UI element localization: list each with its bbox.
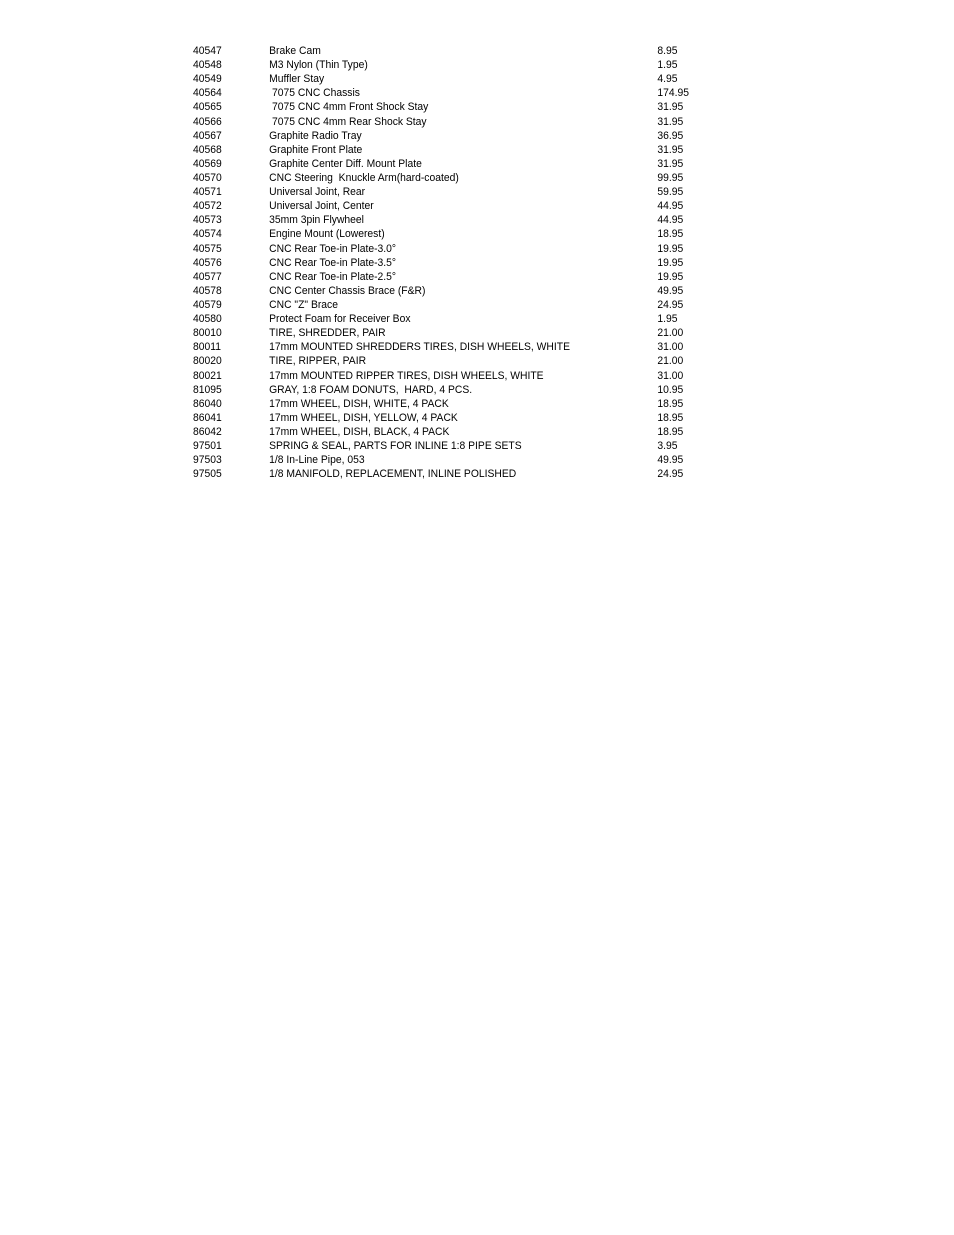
part-description: Graphite Front Plate: [269, 143, 363, 156]
price-list-row: [193, 58, 682, 72]
part-price: 1.95: [657, 59, 678, 72]
part-description: 17mm WHEEL, DISH, WHITE, 4 PACK: [269, 397, 449, 410]
part-price: 44.95: [657, 214, 684, 227]
price-list-row: [193, 312, 682, 326]
part-description: Graphite Center Diff. Mount Plate: [269, 157, 422, 170]
part-price: 21.00: [657, 355, 684, 368]
part-description: 35mm 3pin Flywheel: [269, 214, 364, 227]
part-price: 24.95: [657, 468, 684, 481]
part-number: 97503: [193, 454, 222, 467]
part-number: 40577: [193, 270, 222, 283]
part-price: 49.95: [657, 284, 684, 297]
part-number: 40570: [193, 171, 222, 184]
part-number: 80021: [193, 369, 222, 382]
part-number: 86041: [193, 411, 222, 424]
part-price: 99.95: [657, 171, 684, 184]
part-price: 8.95: [657, 45, 678, 57]
part-price: 31.95: [657, 115, 684, 128]
price-list-row: [193, 171, 682, 185]
part-price: 31.00: [657, 369, 684, 382]
price-list-row: [193, 298, 682, 312]
part-price: 24.95: [657, 298, 684, 311]
part-price: 19.95: [657, 270, 684, 283]
price-list-row: [193, 397, 682, 411]
part-number: 80020: [193, 355, 222, 368]
part-number: 40576: [193, 256, 222, 269]
part-price: 10.95: [657, 383, 684, 396]
price-list-row: [193, 199, 682, 213]
part-number: 40547: [193, 45, 222, 57]
part-number: 40569: [193, 157, 222, 170]
part-description: 7075 CNC 4mm Rear Shock Stay: [269, 115, 427, 128]
part-description: Protect Foam for Receiver Box: [269, 313, 411, 326]
part-number: 40566: [193, 115, 222, 128]
part-description: TIRE, RIPPER, PAIR: [269, 355, 367, 368]
part-description: CNC Rear Toe-in Plate-2.5°: [269, 270, 397, 283]
price-list-row: [193, 340, 682, 354]
part-description: CNC "Z" Brace: [269, 298, 338, 311]
part-number: 40572: [193, 200, 222, 213]
part-price: 36.95: [657, 129, 684, 142]
price-list-row: [193, 143, 682, 157]
price-list-row: [193, 284, 682, 298]
part-description: 17mm WHEEL, DISH, BLACK, 4 PACK: [269, 425, 450, 438]
part-description: Universal Joint, Center: [269, 200, 374, 213]
part-number: 40565: [193, 101, 222, 114]
price-list-row: [193, 185, 682, 199]
part-number: 40567: [193, 129, 222, 142]
part-number: 40568: [193, 143, 222, 156]
part-number: 40549: [193, 73, 222, 86]
price-list-row: [193, 86, 689, 100]
price-list-row: [193, 354, 682, 368]
part-description: GRAY, 1:8 FOAM DONUTS, HARD, 4 PCS.: [269, 383, 473, 396]
part-description: Engine Mount (Lowerest): [269, 228, 385, 241]
price-list-row: [193, 383, 682, 397]
part-description: Graphite Radio Tray: [269, 129, 362, 142]
price-list-row: [193, 100, 682, 114]
price-list-row: [193, 157, 682, 171]
part-description: CNC Center Chassis Brace (F&R): [269, 284, 426, 297]
part-description: TIRE, SHREDDER, PAIR: [269, 327, 386, 340]
part-price: 21.00: [657, 327, 684, 340]
part-price: 18.95: [657, 397, 684, 410]
part-price: 31.95: [657, 157, 684, 170]
part-description: Universal Joint, Rear: [269, 186, 366, 199]
part-description: 1/8 MANIFOLD, REPLACEMENT, INLINE POLISHED: [269, 468, 517, 481]
part-number: 40579: [193, 298, 222, 311]
part-price: 4.95: [657, 73, 678, 86]
part-number: 40580: [193, 313, 222, 326]
part-price: 31.00: [657, 341, 684, 354]
part-number: 40578: [193, 284, 222, 297]
price-list-row: [193, 326, 682, 340]
price-list-row: [193, 270, 682, 284]
part-number: 40573: [193, 214, 222, 227]
part-price: 18.95: [657, 228, 684, 241]
part-number: 86040: [193, 397, 222, 410]
part-description: 17mm WHEEL, DISH, YELLOW, 4 PACK: [269, 411, 458, 424]
part-price: 49.95: [657, 454, 684, 467]
part-description: 7075 CNC Chassis: [269, 87, 360, 100]
part-number: 40548: [193, 59, 222, 72]
price-list-row: [193, 439, 682, 453]
part-number: 40571: [193, 186, 222, 199]
part-description: 7075 CNC 4mm Front Shock Stay: [269, 101, 429, 114]
price-list-row: [193, 72, 682, 86]
part-number: 80011: [193, 341, 221, 354]
part-number: 97501: [193, 440, 222, 453]
part-price: 18.95: [657, 425, 684, 438]
part-price: 1.95: [657, 313, 678, 326]
price-list-row: [193, 369, 682, 383]
part-number: 97505: [193, 468, 222, 481]
price-list-row: [193, 425, 682, 439]
part-description: 1/8 In-Line Pipe, 053: [269, 454, 365, 467]
part-number: 40574: [193, 228, 222, 241]
part-price: 31.95: [657, 143, 684, 156]
part-description: CNC Steering Knuckle Arm(hard-coated): [269, 171, 459, 184]
part-price: 3.95: [657, 440, 678, 453]
part-description: M3 Nylon (Thin Type): [269, 59, 368, 72]
price-list-row: [193, 129, 682, 143]
price-list-row: [193, 115, 682, 129]
price-list-row: [193, 44, 682, 58]
part-price: 31.95: [657, 101, 684, 114]
price-list-row: [193, 411, 682, 425]
part-price: 18.95: [657, 411, 684, 424]
part-number: 86042: [193, 425, 222, 438]
part-price: 19.95: [657, 242, 684, 255]
price-list-row: [193, 467, 682, 481]
price-list-row: [193, 242, 682, 256]
part-description: 17mm MOUNTED RIPPER TIRES, DISH WHEELS, WHITE: [269, 369, 544, 382]
price-list-row: [193, 213, 682, 227]
part-description: SPRING & SEAL, PARTS FOR INLINE 1:8 PIPE SETS: [269, 440, 522, 453]
part-number: 81095: [193, 383, 222, 396]
part-description: CNC Rear Toe-in Plate-3.5°: [269, 256, 397, 269]
part-price: 174.95: [657, 87, 689, 100]
part-price: 19.95: [657, 256, 684, 269]
part-price: 44.95: [657, 200, 684, 213]
part-number: 80010: [193, 327, 222, 340]
part-description: Brake Cam: [269, 45, 321, 57]
price-list-row: [193, 453, 682, 467]
part-description: 17mm MOUNTED SHREDDERS TIRES, DISH WHEELS, WHITE: [269, 341, 570, 354]
part-price: 59.95: [657, 186, 684, 199]
part-description: CNC Rear Toe-in Plate-3.0°: [269, 242, 397, 255]
part-number: 40575: [193, 242, 222, 255]
price-list-row: [193, 256, 682, 270]
price-list: [193, 44, 713, 481]
part-description: Muffler Stay: [269, 73, 325, 86]
part-number: 40564: [193, 87, 222, 100]
price-list-row: [193, 227, 682, 241]
